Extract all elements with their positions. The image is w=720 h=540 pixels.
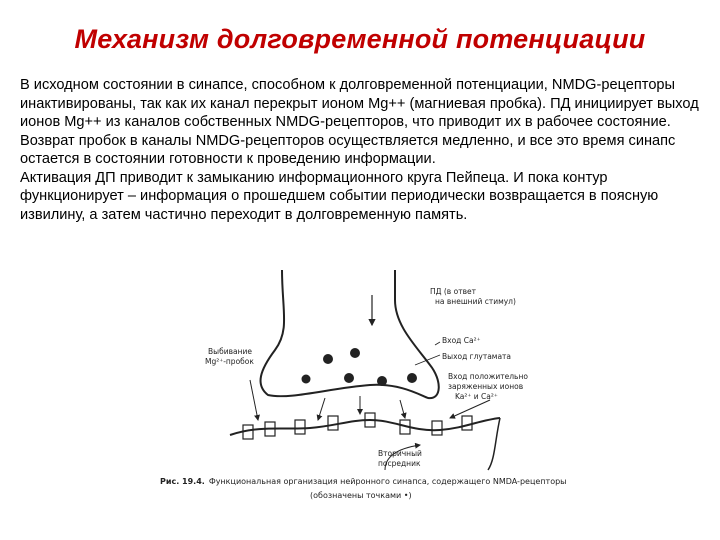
- caption-label: Рис. 19.4.: [160, 477, 205, 486]
- figure-caption-line1: [160, 477, 566, 486]
- slide-title: Механизм долговременной потенциации: [74, 24, 646, 54]
- caption-text: Функциональная организация нейронного синапса, содержащего NMDA-рецепторы: [208, 477, 567, 486]
- synapse-diagram: [150, 270, 580, 532]
- label-ejection-1: Выбивание: [208, 347, 252, 356]
- label-positive-ions-1: Вход положительно: [448, 372, 528, 381]
- paragraph-2: Активация ДП приводит к замыканию информационного круга Пейпеца. И пока контур функционирует – информация о прошедшем событии периодически возвращается в поясную извилину, а затем частично переходит в долговременную память.: [20, 169, 659, 223]
- postsynaptic-wall: [488, 418, 500, 470]
- vesicles: [302, 348, 418, 386]
- body-text: [20, 76, 710, 224]
- paragraph-1: В исходном состоянии в синапсе, способном к долговременной потенциации, NMDG-рецепторы инактивированы, так как их канал перекрыт ионом Mg++ (магниевая пробка). ПД инициирует выход ионов Mg++ из каналов собственных NMDG-рецепторов, что приводит их в рабочее состояние. Возврат пробок в каналы NMDG-рецепторов осуществляется медленно, и все это время синапс остается в состоянии готовности к проведению информации.: [20, 77, 699, 167]
- label-ejection-2: Mg²⁺-пробок: [205, 357, 254, 366]
- figure-caption-line2: (обозначены точками •): [310, 491, 412, 500]
- label-secondary-1: Вторичный: [378, 449, 422, 458]
- label-ap-2: на внешний стимул): [435, 297, 516, 306]
- label-positive-ions-2: заряженных ионов: [448, 382, 524, 391]
- receptors: [243, 413, 472, 439]
- label-ca-entry: Вход Ca²⁺: [442, 336, 481, 345]
- synapse-figure: [150, 270, 580, 532]
- label-glutamate: Выход глутамата: [442, 352, 512, 361]
- label-ap-1: ПД (в ответ: [430, 287, 476, 296]
- label-secondary-2: посредник: [378, 459, 421, 468]
- label-positive-ions-3: Ka²⁺ и Ca²⁺: [455, 392, 498, 401]
